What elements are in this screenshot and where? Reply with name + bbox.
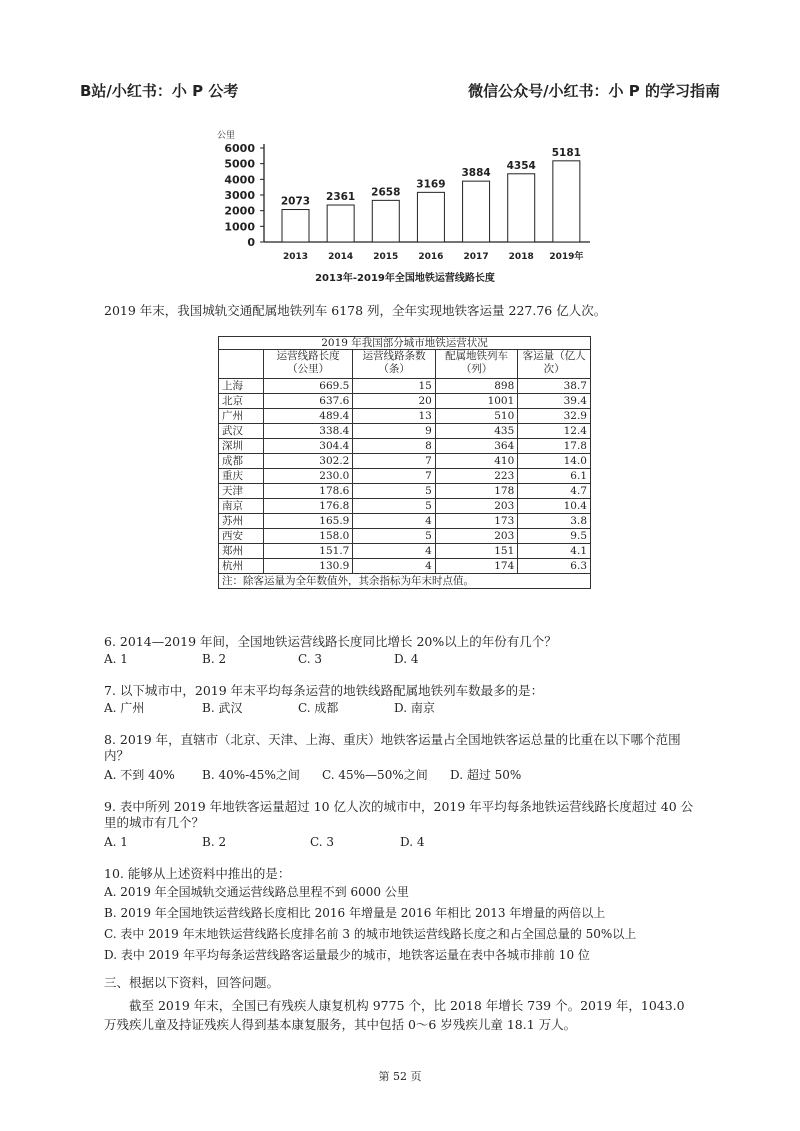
option-d[interactable]: D. 4 bbox=[394, 652, 419, 666]
chart-x-tick-label: 2019年 bbox=[549, 252, 584, 262]
table-cell-length: 669.5 bbox=[264, 379, 353, 394]
option-c[interactable]: C. 3 bbox=[298, 652, 323, 666]
table-cell-ridership: 4.1 bbox=[518, 544, 591, 559]
table-cell-trains: 510 bbox=[435, 409, 517, 424]
chart-bar bbox=[372, 200, 399, 242]
chart-x-tick-label: 2018 bbox=[508, 252, 534, 262]
chart-y-tick-label: 4000 bbox=[224, 173, 255, 187]
chart-data-label: 4354 bbox=[506, 159, 536, 172]
table-cell-trains: 1001 bbox=[435, 394, 517, 409]
question-10-option-a[interactable]: A. 2019 年全国城轨交通运营线路总里程不到 6000 公里 bbox=[104, 885, 409, 899]
table-row bbox=[219, 514, 591, 529]
table-cell-trains: 203 bbox=[435, 529, 517, 544]
chart-data-label: 3884 bbox=[461, 167, 491, 180]
option-d[interactable]: D. 南京 bbox=[394, 701, 435, 715]
intro-paragraph: 2019 年末，我国城轨交通配属地铁列车 6178 列，全年实现地铁客运量 227.76 亿人次。 bbox=[104, 303, 607, 318]
table-cell-lines: 4 bbox=[353, 544, 435, 559]
option-d[interactable]: D. 4 bbox=[400, 835, 425, 849]
table-cell-ridership: 39.4 bbox=[518, 394, 591, 409]
header-left: B站/小红书：小 P 公考 bbox=[80, 82, 239, 100]
chart-x-tick-label: 2013 bbox=[282, 252, 309, 262]
table-cell-trains: 898 bbox=[435, 379, 517, 394]
table-cell-city: 北京 bbox=[219, 394, 264, 409]
table-cell-lines: 7 bbox=[353, 454, 435, 469]
chart-title: 2013年-2019年全国地铁运营线路长度 bbox=[315, 273, 495, 284]
table-cell-city: 苏州 bbox=[219, 514, 264, 529]
option-a[interactable]: A. 1 bbox=[104, 652, 128, 666]
question-6: 6. 2014—2019 年间，全国地铁运营线路长度同比增长 20%以上的年份有几个？ bbox=[104, 634, 557, 649]
table-cell-length: 176.8 bbox=[264, 499, 353, 514]
table-note: 注：除客运量为全年数值外，其余指标为年末时点值。 bbox=[219, 574, 591, 589]
chart-x-tick-label: 2016 bbox=[418, 252, 444, 262]
table-header-city bbox=[219, 350, 264, 379]
chart-y-tick-label: 2000 bbox=[224, 204, 255, 218]
section-3-paragraph: 截至 2019 年末，全国已有残疾人康复机构 9775 个，比 2018 年增长 739 个。2019 年，1043.0 万残疾儿童及持证残疾人得到基本康复服务，其中包括 0～6 岁残疾儿童 18.1 万人。 bbox=[104, 998, 685, 1032]
table-cell-city: 广州 bbox=[219, 409, 264, 424]
table-cell-length: 165.9 bbox=[264, 514, 353, 529]
chart-x-tick-label: 2014 bbox=[328, 252, 354, 262]
table-cell-trains: 410 bbox=[435, 454, 517, 469]
table-row bbox=[219, 499, 591, 514]
table-row bbox=[219, 469, 591, 484]
table-cell-ridership: 3.8 bbox=[518, 514, 591, 529]
table-cell-ridership: 38.7 bbox=[518, 379, 591, 394]
option-c[interactable]: C. 45%—50%之间 bbox=[322, 768, 428, 782]
table-cell-length: 178.6 bbox=[264, 484, 353, 499]
table-cell-city: 上海 bbox=[219, 379, 264, 394]
option-a[interactable]: A. 广州 bbox=[104, 701, 145, 715]
option-b[interactable]: B. 2 bbox=[202, 652, 227, 666]
table-cell-city: 重庆 bbox=[219, 469, 264, 484]
question-10: 10. 能够从上述资料中推出的是： bbox=[104, 866, 291, 881]
table-cell-lines: 9 bbox=[353, 424, 435, 439]
table-cell-lines: 20 bbox=[353, 394, 435, 409]
question-10-option-b[interactable]: B. 2019 年全国地铁运营线路长度相比 2016 年增量是 2016 年相比 2013 年增量的两倍以上 bbox=[104, 906, 606, 920]
chart-bar bbox=[282, 210, 309, 242]
chart-y-tick-label: 0 bbox=[247, 236, 255, 249]
chart-data-label: 2361 bbox=[326, 191, 356, 204]
table-cell-length: 489.4 bbox=[264, 409, 353, 424]
question-7: 7. 以下城市中，2019 年末平均每条运营的地铁线路配属地铁列车数最多的是： bbox=[104, 683, 544, 698]
table-cell-lines: 5 bbox=[353, 484, 435, 499]
table-row bbox=[219, 394, 591, 409]
question-10-option-c[interactable]: C. 表中 2019 年末地铁运营线路长度排名前 3 的城市地铁运营线路长度之和占全国总量的 50%以上 bbox=[104, 927, 637, 941]
chart-x-tick-label: 2015 bbox=[373, 252, 399, 262]
option-b[interactable]: B. 40%-45%之间 bbox=[202, 768, 300, 782]
table-row bbox=[219, 484, 591, 499]
table-cell-length: 637.6 bbox=[264, 394, 353, 409]
table-cell-ridership: 6.1 bbox=[518, 469, 591, 484]
chart-bar bbox=[508, 174, 535, 242]
table-row bbox=[219, 439, 591, 454]
table-cell-length: 130.9 bbox=[264, 559, 353, 574]
table-cell-lines: 15 bbox=[353, 379, 435, 394]
table-row bbox=[219, 379, 591, 394]
table-cell-trains: 174 bbox=[435, 559, 517, 574]
table-cell-trains: 435 bbox=[435, 424, 517, 439]
table-cell-trains: 223 bbox=[435, 469, 517, 484]
table-cell-city: 天津 bbox=[219, 484, 264, 499]
page-number: 第 52 页 bbox=[378, 1070, 422, 1083]
option-b[interactable]: B. 武汉 bbox=[202, 701, 243, 715]
table-cell-city: 深圳 bbox=[219, 439, 264, 454]
table-cell-lines: 13 bbox=[353, 409, 435, 424]
table-cell-ridership: 17.8 bbox=[518, 439, 591, 454]
chart-data-label: 3169 bbox=[416, 178, 446, 191]
option-a[interactable]: A. 1 bbox=[104, 835, 128, 849]
chart-data-label: 2658 bbox=[371, 186, 401, 199]
table-cell-length: 304.4 bbox=[264, 439, 353, 454]
table-cell-ridership: 12.4 bbox=[518, 424, 591, 439]
table-cell-ridership: 6.3 bbox=[518, 559, 591, 574]
table-cell-lines: 5 bbox=[353, 499, 435, 514]
chart-data-label: 2073 bbox=[280, 195, 311, 208]
table-header-lines: 运营线路条数（条） bbox=[353, 350, 435, 379]
table-cell-length: 230.0 bbox=[264, 469, 353, 484]
table-cell-length: 151.7 bbox=[264, 544, 353, 559]
metro-table bbox=[218, 336, 591, 589]
table-cell-ridership: 14.0 bbox=[518, 454, 591, 469]
table-cell-lines: 4 bbox=[353, 559, 435, 574]
question-10-option-d[interactable]: D. 表中 2019 年平均每条运营线路客运量最少的城市，地铁客运量在表中各城市排前 10 位 bbox=[104, 948, 590, 962]
chart-y-tick-label: 1000 bbox=[224, 220, 255, 234]
table-cell-lines: 4 bbox=[353, 514, 435, 529]
chart-bar bbox=[553, 161, 580, 242]
table-header-length: 运营线路长度（公里） bbox=[264, 350, 353, 379]
chart-y-tick-label: 5000 bbox=[224, 157, 255, 171]
section-3-title: 三、根据以下资料，回答问题。 bbox=[104, 975, 280, 990]
option-a[interactable]: A. 不到 40% bbox=[104, 768, 175, 782]
table-cell-city: 郑州 bbox=[219, 544, 264, 559]
question-9: 9. 表中所列 2019 年地铁客运量超过 10 亿人次的城市中，2019 年平均每条地铁运营线路长度超过 40 公里的城市有几个？ bbox=[104, 799, 694, 830]
chart-x-tick-label: 2017 bbox=[463, 252, 489, 262]
chart-bar bbox=[417, 192, 444, 242]
chart-bar bbox=[463, 181, 490, 242]
option-d[interactable]: D. 超过 50% bbox=[450, 768, 522, 782]
table-cell-trains: 178 bbox=[435, 484, 517, 499]
table-cell-length: 302.2 bbox=[264, 454, 353, 469]
chart-data-label: 5181 bbox=[551, 146, 581, 159]
table-row bbox=[219, 409, 591, 424]
option-c[interactable]: C. 3 bbox=[310, 835, 335, 849]
question-8: 8. 2019 年，直辖市（北京、天津、上海、重庆）地铁客运量占全国地铁客运总量的比重在以下哪个范围内？ bbox=[104, 732, 681, 763]
table-cell-trains: 173 bbox=[435, 514, 517, 529]
table-cell-lines: 7 bbox=[353, 469, 435, 484]
table-cell-trains: 203 bbox=[435, 499, 517, 514]
table-row bbox=[219, 544, 591, 559]
table-cell-trains: 151 bbox=[435, 544, 517, 559]
table-row bbox=[219, 529, 591, 544]
table-cell-ridership: 4.7 bbox=[518, 484, 591, 499]
table-cell-city: 南京 bbox=[219, 499, 264, 514]
table-cell-length: 158.0 bbox=[264, 529, 353, 544]
table-row bbox=[219, 559, 591, 574]
table-cell-trains: 364 bbox=[435, 439, 517, 454]
chart-y-tick-label: 6000 bbox=[224, 142, 255, 155]
table-cell-city: 成都 bbox=[219, 454, 264, 469]
table-row bbox=[219, 454, 591, 469]
chart-y-label: 公里 bbox=[217, 131, 236, 141]
metro-length-chart bbox=[215, 124, 595, 284]
table-cell-city: 西安 bbox=[219, 529, 264, 544]
table-header-trains: 配属地铁列车（列） bbox=[435, 350, 517, 379]
table-cell-ridership: 32.9 bbox=[518, 409, 591, 424]
chart-y-tick-label: 3000 bbox=[224, 189, 255, 202]
table-cell-ridership: 9.5 bbox=[518, 529, 591, 544]
table-cell-city: 杭州 bbox=[219, 559, 264, 574]
table-cell-length: 338.4 bbox=[264, 424, 353, 439]
option-b[interactable]: B. 2 bbox=[202, 835, 227, 849]
chart-bar bbox=[327, 205, 354, 242]
table-caption: 2019 年我国部分城市地铁运营状况 bbox=[219, 337, 591, 350]
table-cell-lines: 5 bbox=[353, 529, 435, 544]
table-cell-ridership: 10.4 bbox=[518, 499, 591, 514]
table-cell-lines: 8 bbox=[353, 439, 435, 454]
table-row bbox=[219, 424, 591, 439]
header-right: 微信公众号/小红书：小 P 的学习指南 bbox=[468, 82, 720, 100]
option-c[interactable]: C. 成都 bbox=[298, 701, 339, 715]
table-cell-city: 武汉 bbox=[219, 424, 264, 439]
table-header-ridership: 客运量（亿人次） bbox=[518, 350, 591, 379]
